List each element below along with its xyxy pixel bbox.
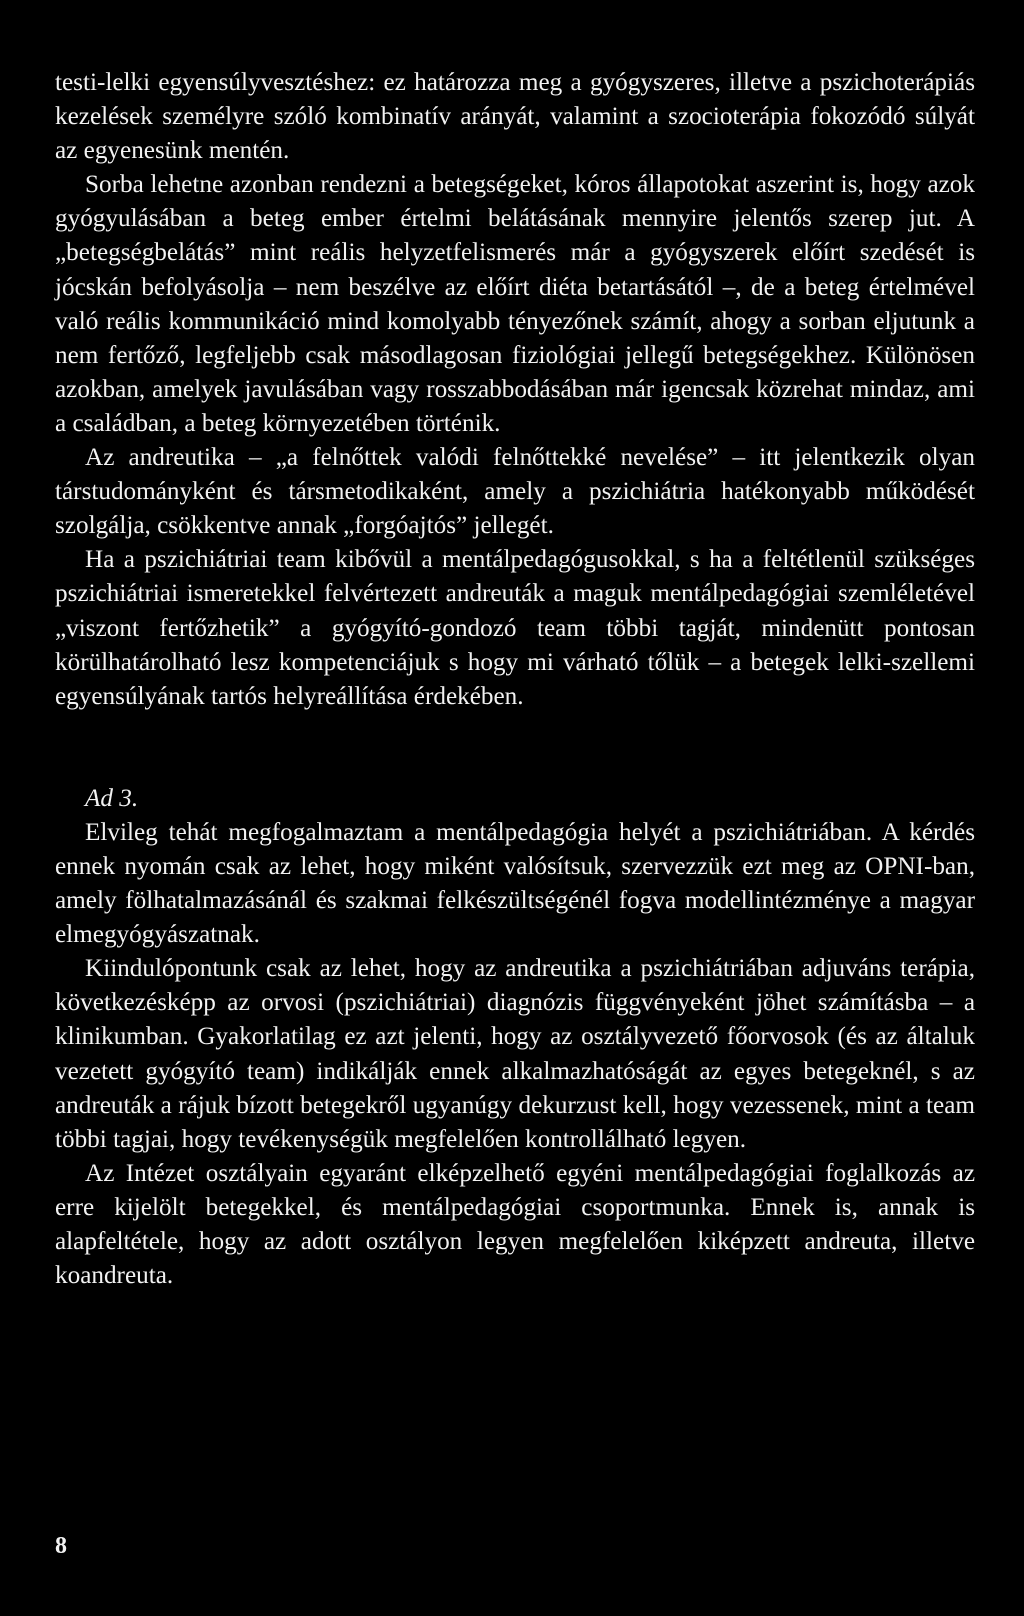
section-heading: Ad 3. (85, 784, 139, 812)
paragraph-illness-insight: Sorba lehetne azonban rendezni a betegségeket, kóros állapotokat aszerint is, hogy azok gyógyulásában a beteg ember értelmi belátásának mennyire jelentős szerep jut. A „betegségbelátás” mint reális helyzetfelismerés már a gyógyszerek előírt szedését is jócskán befolyásolja – nem beszélve az előírt diéta betartásától –, de a beteg értelmével való reális kommunikáció mind komolyabb tényezőnek számít, ahogy a sorban eljutunk a nem fertőző, legfeljebb csak másodlagosan fiziológiai jellegű betegségekhez. Különösen azokban, amelyek javulásában vagy rosszabbodásában már igencsak közrehat mindaz, ami a családban, a beteg környezetében történik. (55, 171, 975, 437)
paragraph-principle: Elvileg tehát megfogalmaztam a mentálpedagógia helyét a pszichiátriában. A kérdés ennek nyomán csak az lehet, hogy miként valósítsuk, szervezzük ezt meg az OPNI-ban, amely fölhatalmazásánál és szakmai felkészültségénél fogva modellintézménye a magyar elmegyógyászatnak. (55, 818, 975, 949)
paragraph-continuation: testi-lelki egyensúlyvesztéshez: ez határozza meg a gyógyszeres, illetve a pszichoterápiás kezelések személyre szóló kombinatív arányát, valamint a szocioterápia fokozódó súlyát az egyenesünk mentén. (55, 69, 975, 165)
paragraph-psychiatric-team: Ha a pszichiátriai team kibővül a mentálpedagógusokkal, s ha a feltétlenül szükséges pszichiátriai ismeretekkel felvértezett andreuták a maguk mentálpedagógiai szemléletével „viszont fertőzhetik” a gyógyító-gondozó team többi tagját, mindenütt pontosan körülhatárolható lesz kompetenciájuk s hogy mi várható tőlük – a betegek lelki-szellemi egyensúlyának tartós helyreállítása érdekében. (55, 546, 975, 710)
page-number: 8 (55, 1533, 67, 1559)
paragraph-starting-point: Kiindulópontunk csak az lehet, hogy az andreutika a pszichiátriában adjuváns terápia, következésképp az orvosi (pszichiátriai) diagnózis függvényeként jöhet számításba – a klinikumban. Gyakorlatilag ez azt jelenti, hogy az osztályvezető főorvosok (és az általuk vezetett gyógyító team) indikálják ennek alkalmazhatóságát az egyes betegeknél, s az andreuták a rájuk bízott betegekről ugyanúgy dekurzust kell, hogy vezessenek, mint a team többi tagjai, hogy tevékenységük megfelelően kontrollálható legyen. (55, 955, 975, 1153)
document-page (55, 66, 975, 1293)
paragraph-andreutics: Az andreutika – „a felnőttek valódi felnőttekké nevelése” – itt jelentkezik olyan társtudományként és társmetodikaként, amely a pszichiátria hatékonyabb működését szolgálja, csökkentve annak „forgóajtós” jellegét. (55, 444, 975, 540)
paragraph-institute-departments: Az Intézet osztályain egyaránt elképzelhető egyéni mentálpedagógiai foglalkozás az erre kijelölt betegekkel, és mentálpedagógiai csoportmunka. Ennek is, annak is alapfeltétele, hogy az adott osztályon legyen megfelelően kiképzett andreuta, illetve koandreuta. (55, 1159, 975, 1290)
